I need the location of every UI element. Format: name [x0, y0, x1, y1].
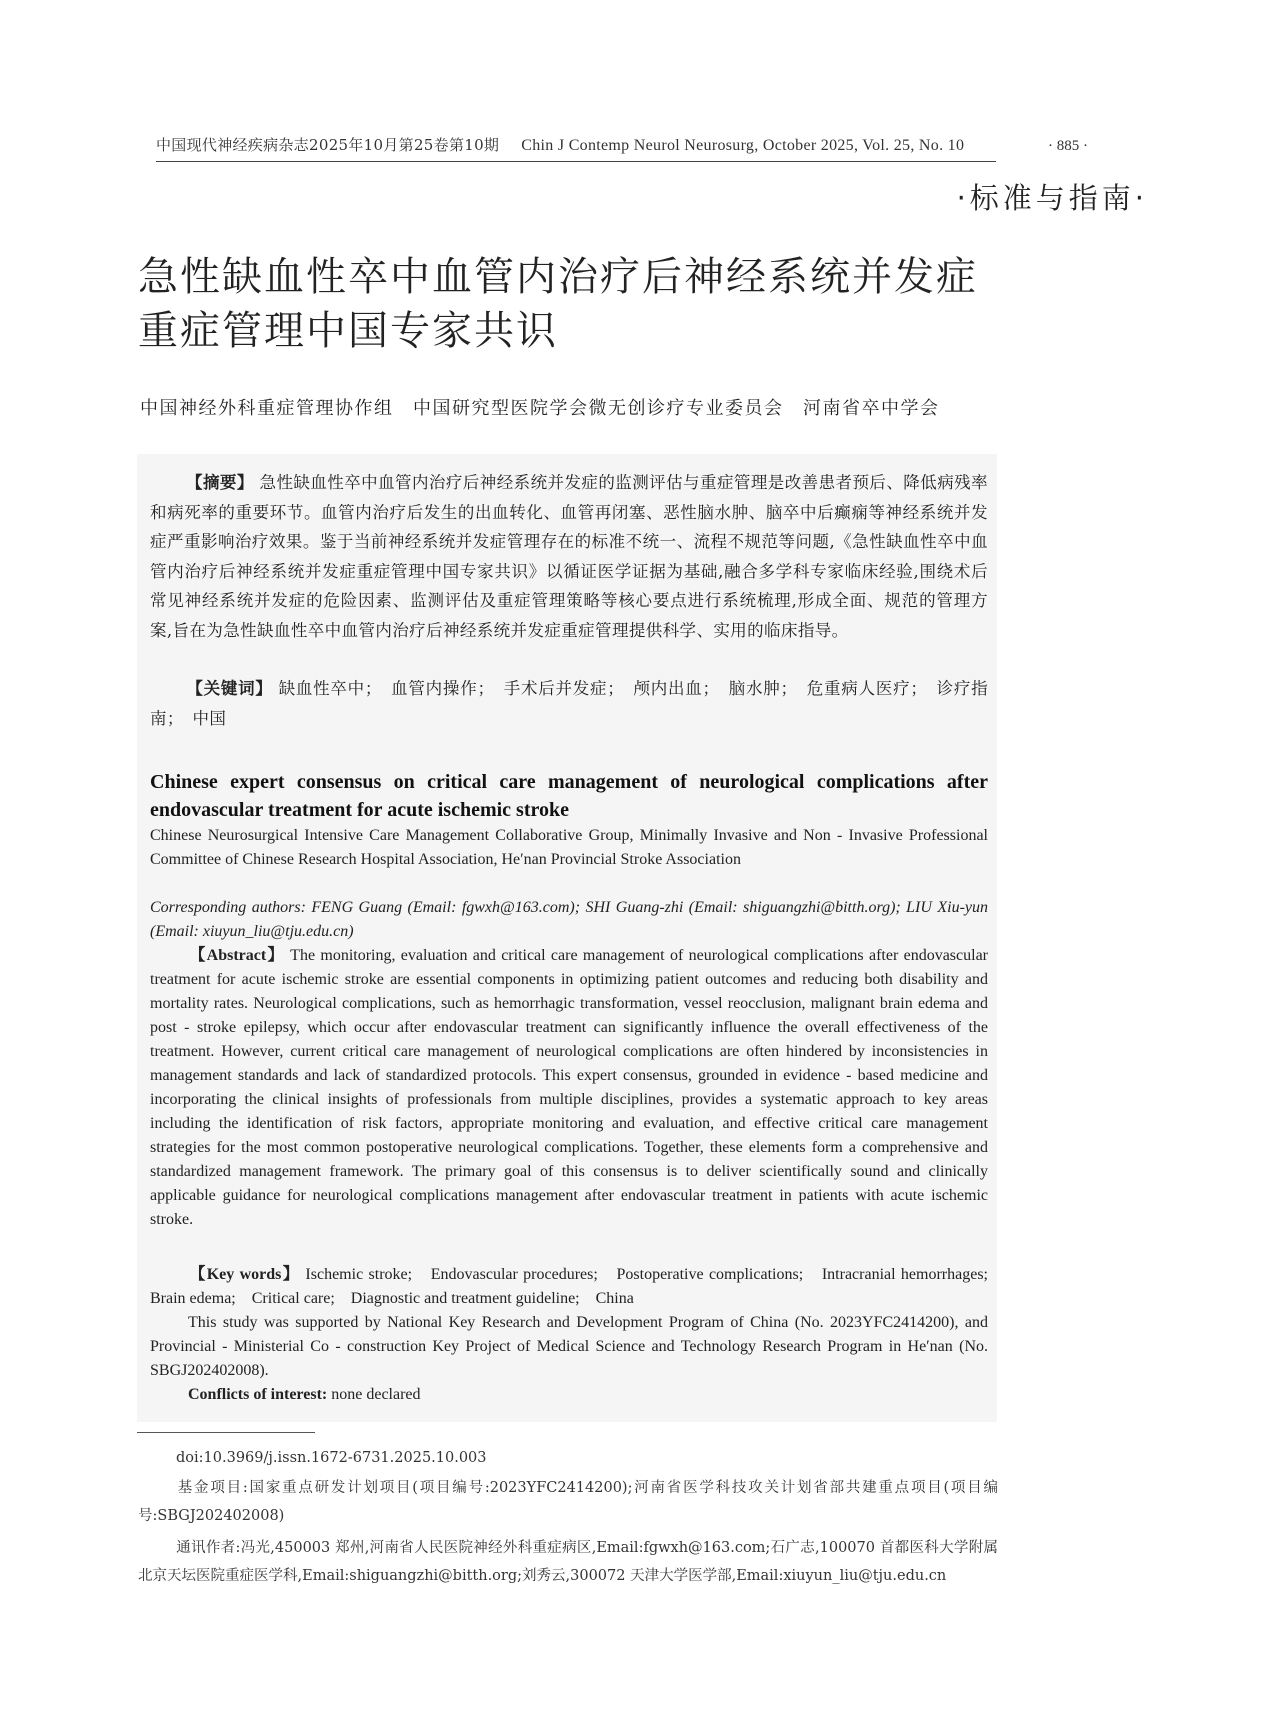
abstract-en [150, 944, 988, 1232]
column-label: ·标准与指南· [956, 181, 1148, 215]
abstract-en-label: 【Abstract】 [188, 947, 285, 964]
title-line-2: 重症管理中国专家共识 [138, 308, 558, 354]
title-line-1: 急性缺血性卒中血管内治疗后神经系统并发症 [138, 254, 978, 300]
corresponding-authors-en: Corresponding authors: FENG Guang (Email: fgwxh@163.com); SHI Guang-zhi (Email: shiguangzhi@bitth.org); LIU Xiu-yun (Email: xiuyun_liu@tju.edu.cn) [150, 899, 988, 940]
abstract-cn-text: 急性缺血性卒中血管内治疗后神经系统并发症的监测评估与重症管理是改善患者预后、降低病残率和病死率的重要环节。血管内治疗后发生的出血转化、血管再闭塞、恶性脑水肿、脑卒中后癫痫等神经系统并发症严重影响治疗效果。鉴于当前神经系统并发症管理存在的标准不统一、流程不规范等问题,《急性缺血性卒中血管内治疗后神经系统并发症重症管理中国专家共识》以循证医学证据为基础,融合多学科专家临床经验,围绕术后常见神经系统并发症的危险因素、监测评估及重症管理策略等核心要点进行系统梳理,形成全面、规范的管理方案,旨在为急性缺血性卒中血管内治疗后神经系统并发症重症管理提供科学、实用的临床指导。 [150, 473, 988, 640]
authors-cn: 中国神经外科重症管理协作组 中国研究型医院学会微无创诊疗专业委员会 河南省卒中学会 [140, 398, 940, 419]
conflicts-of-interest [150, 1383, 988, 1407]
funding-en [150, 1311, 988, 1383]
journal-name-en: Chin J Contemp Neurol Neurosurg, October 2025, Vol. 25, No. 10 [521, 137, 965, 154]
page-number: · 885 · [1048, 138, 1088, 154]
abstract-en-text: The monitoring, evaluation and critical care management of neurological complications after endovascular treatment for acute ischemic stroke are essential components in optimizing patient outcomes and reducing both disability and mortality rates. Neurological complications, such as hemorrhagic transformation, vessel reocclusion, malignant brain edema and post - stroke epilepsy, which occur after endovascular treatment can significantly influence the overall effectiveness of the treatment. However, current critical care management of neurological complications are often hindered by inconsistencies in management standards and lack of standardized protocols. This expert consensus, grounded in evidence - based medicine and incorporating the clinical insights of professionals from multiple disciplines, provides a systematic approach to key areas including the identification of risk factors, appropriate monitoring and evaluation, and effective critical care management strategies for the most common postoperative neurological complications. Together, these elements form a comprehensive and standardized management framework. The primary goal of this consensus is to deliver scientifically sound and clinically applicable guidance for neurological complications management after endovascular treatment in patients with acute ischemic stroke. [150, 947, 989, 1228]
correspondence-cn-text: 通讯作者:冯光,450003 郑州,河南省人民医院神经外科重症病区,Email:fgwxh@163.com;石广志,100070 首都医科大学附属北京天坛医院重症医学科,Email:shiguangzhi@bitth.org;刘秀云,300072 天津大学医学部,Email:xiuyun_liu@tju.edu.cn [138, 1540, 998, 1584]
authors-en: Chinese Neurosurgical Intensive Care Management Collaborative Group, Minimally Invasive and Non - Invasive Professional Committee of Chinese Research Hospital Association, He′nan Provincial Stroke Association [150, 827, 988, 868]
keywords-cn-text: 缺血性卒中； 血管内操作； 手术后并发症； 颅内出血； 脑水肿； 危重病人医疗； 诊疗指南； 中国 [150, 679, 988, 728]
abstract-cn [150, 468, 988, 645]
abstract-cn-label: 【摘要】 [186, 473, 254, 492]
funding-cn-text: 基金项目:国家重点研发计划项目(项目编号:2023YFC2414200);河南省医学科技攻关计划省部共建重点项目(项目编号:SBGJ202402008) [138, 1480, 998, 1524]
keywords-cn [150, 674, 988, 733]
footnote-correspondence [138, 1534, 998, 1590]
footnote-doi [138, 1444, 998, 1472]
running-header [156, 134, 996, 162]
funding-en-text: This study was supported by National Key Research and Development Program of China (No. 2023YFC2414200), and Provincial - Ministerial Co - construction Key Project of Medical Science and Technology Research Program in He′nan (No. SBGJ202402008). [150, 1314, 988, 1379]
keywords-en-text: Ischemic stroke; Endovascular procedures; Postoperative complications; Intracranial hemorrhages; Brain edema; Critical care; Diagnostic and treatment guideline; China [150, 1266, 1005, 1307]
article-title-cn [138, 250, 1138, 358]
keywords-cn-label: 【关键词】 [186, 679, 273, 698]
journal-name-cn: 中国现代神经疾病杂志2025年10月第25卷第10期 [156, 136, 500, 154]
keywords-en [150, 1263, 1005, 1311]
keywords-en-label: 【Key words】 [188, 1266, 301, 1283]
doi-text: doi:10.3969/j.issn.1672-6731.2025.10.003 [176, 1450, 487, 1466]
footnote-funding [138, 1474, 998, 1530]
footnote-divider [137, 1432, 315, 1433]
conflicts-text: none declared [331, 1386, 421, 1403]
conflicts-label: Conflicts of interest: [188, 1386, 328, 1403]
article-title-en: Chinese expert consensus on critical care management of neurological complications after endovascular treatment for acute ischemic stroke [150, 771, 988, 821]
